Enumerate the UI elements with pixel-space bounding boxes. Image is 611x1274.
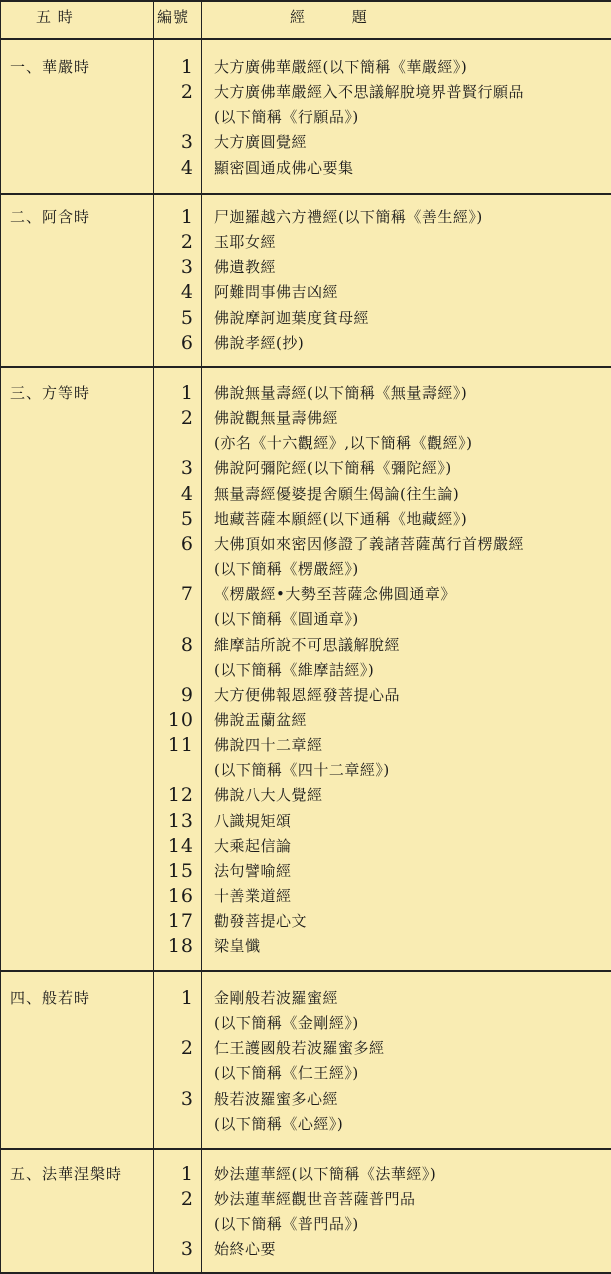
sutra-number: 3 [180,131,194,154]
left-border [0,0,1,1274]
sutra-number: 17 [167,910,194,933]
sutra-number: 6 [180,532,194,555]
sutra-title: (以下簡稱《圓通章》) [214,610,359,629]
header-period: 五 時 [36,8,74,26]
sutra-title: 仁王護國般若波羅蜜多經 [214,1039,385,1058]
sutra-title: 佛遺教經 [214,258,277,277]
sutra-number: 3 [180,256,194,279]
sutra-title: 玉耶女經 [214,233,277,252]
sutra-number: 7 [180,583,194,606]
sutra-title: 般若波羅蜜多心經 [214,1089,339,1108]
sutra-title: 大佛頂如來密因修證了義諸菩薩萬行首楞嚴經 [214,534,525,553]
sutra-title: 大方廣佛華嚴經入不思議解脫境界普賢行願品 [214,83,525,102]
sutra-title: 妙法蓮華經觀世音菩薩普門品 [214,1190,416,1209]
column-divider-1 [153,0,154,1274]
group-divider [0,193,611,195]
sutra-number: 18 [167,935,194,958]
sutra-number: 5 [180,306,194,329]
sutra-number: 2 [180,1188,194,1211]
sutra-title: 金剛般若波羅蜜經 [214,989,339,1007]
sutra-title: 佛說摩訶迦葉度貧母經 [214,308,370,327]
sutra-title: 顯密圓通成佛心要集 [214,158,354,177]
sutra-title: 十善業道經 [214,887,292,905]
sutra-number: 8 [180,633,194,656]
sutra-number: 2 [180,407,194,430]
sutra-title: 佛說無量壽經(以下簡稱《無量壽經》) [214,384,468,402]
sutra-number: 6 [180,331,194,354]
sutra-title: (以下簡稱《心經》) [214,1114,344,1133]
sutra-number: 1 [180,382,194,404]
sutra-number: 4 [180,281,194,304]
sutra-number: 2 [180,81,194,104]
sutra-title: 維摩詰所說不可思議解脫經 [214,635,401,654]
sutra-number: 1 [180,206,194,228]
sutra-number: 2 [180,1037,194,1060]
sutra-number: 4 [180,156,194,179]
sutra-title: 大方便佛報恩經發菩提心品 [214,685,401,704]
sutra-number: 13 [167,809,194,832]
sutra-number: 3 [180,457,194,480]
sutra-number: 3 [180,1087,194,1110]
column-divider-2 [201,0,202,1274]
header-title: 經 題 [290,8,368,26]
sutra-title: 佛說觀無量壽佛經 [214,409,339,428]
sutra-title: 阿難問事佛吉凶經 [214,283,339,302]
sutra-title: 無量壽經優婆提舍願生偈論(往生論) [214,484,460,503]
sutra-number: 3 [180,1238,194,1261]
sutra-title: (以下簡稱《金剛經》) [214,1014,359,1033]
sutra-title: 佛說盂蘭盆經 [214,710,308,729]
sutra-title: 梁皇懺 [214,937,261,956]
sutra-title: (以下簡稱《仁王經》) [214,1064,359,1083]
sutra-number: 4 [180,482,194,505]
sutra-title: 佛說八大人覺經 [214,786,323,805]
top-border [0,0,611,2]
sutra-number: 12 [167,784,194,807]
period-name: 五、法華涅槃時 [10,1165,123,1183]
sutra-title: 大方廣圓覺經 [214,133,308,152]
period-name: 三、方等時 [10,384,91,402]
sutra-title: (以下簡稱《行願品》) [214,108,359,127]
group-divider [0,970,611,972]
sutra-number: 5 [180,507,194,530]
sutra-title: 勸發菩提心文 [214,912,308,931]
sutra-title: (亦名《十六觀經》,以下簡稱《觀經》) [214,434,473,453]
sutra-title: 妙法蓮華經(以下簡稱《法華經》) [214,1165,437,1183]
sutra-number: 16 [167,885,194,907]
sutra-title: 法句譬喻經 [214,861,292,880]
sutra-number: 2 [180,231,194,254]
sutra-title: 大方廣佛華嚴經(以下簡稱《華嚴經》) [214,58,468,76]
header-divider [0,38,611,40]
sutra-title: 八識規矩頌 [214,811,292,830]
sutra-number: 10 [167,708,194,731]
sutra-title: 地藏菩薩本願經(以下通稱《地藏經》) [214,509,468,528]
sutra-title: 佛說四十二章經 [214,736,323,755]
group-divider [0,1148,611,1150]
sutra-title: (以下簡稱《維摩詰經》) [214,660,375,679]
sutra-number: 14 [167,834,194,857]
sutra-title: (以下簡稱《普門品》) [214,1215,359,1234]
sutra-number: 1 [180,56,194,78]
sutra-title: 尸迦羅越六方禮經(以下簡稱《善生經》) [214,208,483,226]
sutra-title: (以下簡稱《四十二章經》) [214,761,390,780]
period-name: 一、華嚴時 [10,58,91,76]
sutra-number: 11 [167,734,194,757]
sutra-number: 15 [167,859,194,882]
sutra-title: 大乘起信論 [214,836,292,855]
sutra-title: 《楞嚴經•大勢至菩薩念佛圓通章》 [214,585,456,604]
header-number: 編號 [157,8,190,26]
period-name: 四、般若時 [10,989,91,1007]
sutra-title: 佛說孝經(抄) [214,333,305,352]
sutra-title: (以下簡稱《楞嚴經》) [214,560,359,579]
sutra-title: 始終心要 [214,1240,277,1259]
sutra-number: 1 [180,1163,194,1185]
sutra-title: 佛說阿彌陀經(以下簡稱《彌陀經》) [214,459,452,478]
period-name: 二、阿含時 [10,208,91,226]
sutra-number: 1 [180,987,194,1009]
group-divider [0,366,611,368]
sutra-number: 9 [180,683,194,706]
